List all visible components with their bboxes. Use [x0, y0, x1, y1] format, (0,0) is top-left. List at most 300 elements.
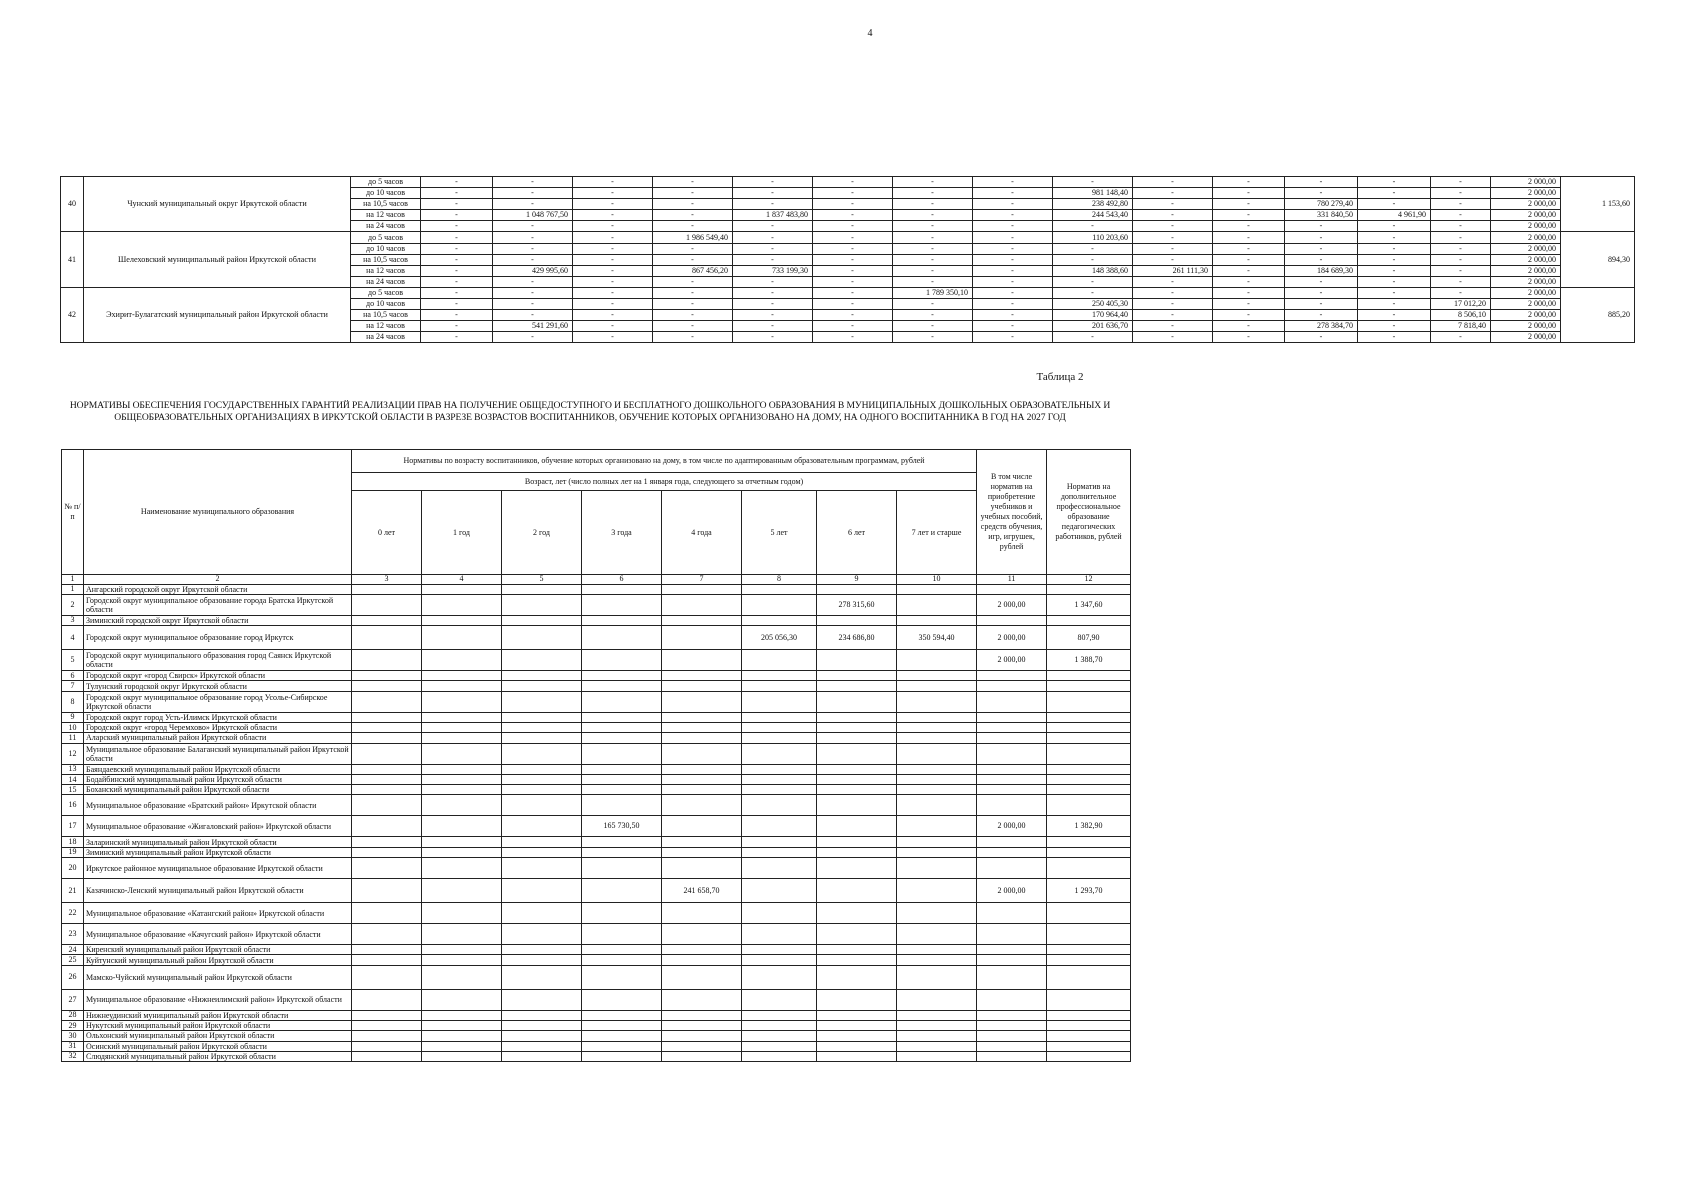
value-cell — [352, 722, 422, 732]
value-cell — [662, 816, 742, 837]
municipality-name: Городской округ муниципальное образование города Братска Иркутской области — [84, 594, 352, 615]
value-cell: - — [813, 265, 893, 276]
value-cell: - — [1133, 232, 1213, 243]
value-cell — [352, 924, 422, 945]
municipality-name: Баяндаевский муниципальный район Иркутской области — [84, 764, 352, 774]
value-cell — [352, 733, 422, 743]
value-cell: - — [1358, 332, 1431, 343]
value-cell — [817, 1020, 897, 1030]
value-cell: 2 000,00 — [1491, 199, 1561, 210]
period-cell: на 12 часов — [351, 210, 421, 221]
value-cell — [352, 785, 422, 795]
value-cell — [422, 615, 502, 625]
value-cell: - — [1285, 232, 1358, 243]
value-cell — [502, 785, 582, 795]
table-row — [62, 858, 1131, 879]
value-cell — [352, 774, 422, 784]
municipality-name: Чунский муниципальный округ Иркутской области — [84, 177, 351, 232]
value-cell — [582, 650, 662, 671]
value-cell: - — [973, 254, 1053, 265]
value-cell: - — [893, 210, 973, 221]
value-cell — [502, 1031, 582, 1041]
value-cell — [1047, 945, 1131, 955]
value-cell — [977, 671, 1047, 681]
table-row — [61, 232, 1695, 243]
value-cell: - — [973, 232, 1053, 243]
municipality-name: Осинский муниципальный район Иркутской области — [84, 1041, 352, 1051]
value-cell: - — [1358, 221, 1431, 232]
value-cell — [1047, 1041, 1131, 1051]
value-cell: - — [1285, 254, 1358, 265]
period-cell: до 5 часов — [351, 232, 421, 243]
value-cell: - — [653, 321, 733, 332]
value-cell — [502, 626, 582, 650]
row-number: 18 — [62, 837, 84, 847]
value-cell: - — [813, 232, 893, 243]
column-number: 3 — [352, 575, 422, 585]
value-cell — [582, 722, 662, 732]
value-cell — [582, 774, 662, 784]
value-cell — [582, 712, 662, 722]
value-cell — [422, 1031, 502, 1041]
column-number: 1 — [62, 575, 84, 585]
municipality-name: Казачинско-Ленский муниципальный район Иркутской области — [84, 879, 352, 903]
value-cell — [662, 1041, 742, 1051]
value-cell: 2 000,00 — [1491, 254, 1561, 265]
value-cell — [422, 1010, 502, 1020]
column-number: 9 — [817, 575, 897, 585]
value-cell: - — [973, 321, 1053, 332]
value-cell: - — [813, 332, 893, 343]
value-cell — [1047, 989, 1131, 1010]
value-cell: - — [573, 210, 653, 221]
value-cell: - — [653, 243, 733, 254]
value-cell: - — [813, 177, 893, 188]
value-cell: - — [1358, 232, 1431, 243]
table-row — [62, 722, 1131, 732]
value-cell — [502, 615, 582, 625]
column-number: 6 — [582, 575, 662, 585]
value-cell — [422, 594, 502, 615]
value-cell: 2 000,00 — [977, 650, 1047, 671]
value-cell: - — [733, 232, 813, 243]
table-row — [62, 1031, 1131, 1041]
value-cell — [1047, 615, 1131, 625]
value-cell: - — [1213, 310, 1285, 321]
value-cell — [662, 626, 742, 650]
column-number: 11 — [977, 575, 1047, 585]
table-row — [62, 1051, 1131, 1061]
value-cell: - — [653, 221, 733, 232]
value-cell: - — [1213, 254, 1285, 265]
value-cell — [352, 712, 422, 722]
value-cell — [817, 945, 897, 955]
value-cell: 1 986 549,40 — [653, 232, 733, 243]
value-cell — [582, 764, 662, 774]
value-cell — [422, 671, 502, 681]
period-cell: на 12 часов — [351, 265, 421, 276]
value-cell — [977, 858, 1047, 879]
value-cell — [742, 795, 817, 816]
municipality-name: Куйтунский муниципальный район Иркутской области — [84, 955, 352, 965]
value-cell: - — [1285, 287, 1358, 298]
period-cell: на 24 часов — [351, 332, 421, 343]
value-cell — [1047, 733, 1131, 743]
column-number: 5 — [502, 575, 582, 585]
value-cell: - — [653, 299, 733, 310]
value-cell: - — [1431, 188, 1491, 199]
value-cell — [502, 955, 582, 965]
value-cell — [502, 691, 582, 712]
value-cell — [662, 733, 742, 743]
municipality-name: Ольхонский муниципальный район Иркутской области — [84, 1031, 352, 1041]
value-cell — [897, 584, 977, 594]
value-cell — [352, 847, 422, 857]
age-header: 7 лет и старше — [897, 491, 977, 575]
row-number: 4 — [62, 626, 84, 650]
value-cell — [817, 584, 897, 594]
value-cell: 234 686,80 — [817, 626, 897, 650]
header-extra: Норматив на дополнительное профессиональное образование педагогических работников, рублей — [1047, 450, 1131, 575]
value-cell: - — [733, 243, 813, 254]
value-cell — [502, 879, 582, 903]
value-cell: - — [493, 243, 573, 254]
value-cell — [977, 785, 1047, 795]
table-row — [62, 650, 1131, 671]
value-cell — [817, 650, 897, 671]
value-cell — [582, 795, 662, 816]
row-number: 6 — [62, 671, 84, 681]
value-cell — [582, 1031, 662, 1041]
value-cell — [422, 681, 502, 691]
value-cell — [817, 1031, 897, 1041]
value-cell: - — [421, 221, 493, 232]
value-cell — [352, 795, 422, 816]
value-cell: - — [1285, 177, 1358, 188]
value-cell: - — [1431, 210, 1491, 221]
value-cell — [422, 626, 502, 650]
value-cell: - — [421, 188, 493, 199]
value-cell — [977, 743, 1047, 764]
value-cell: - — [1133, 332, 1213, 343]
value-cell: - — [733, 321, 813, 332]
value-cell: - — [1213, 276, 1285, 287]
row-number: 12 — [62, 743, 84, 764]
value-cell: - — [1358, 188, 1431, 199]
row-number: 14 — [62, 774, 84, 784]
value-cell: - — [1213, 210, 1285, 221]
value-cell — [422, 691, 502, 712]
value-cell — [582, 945, 662, 955]
value-cell: 278 315,60 — [817, 594, 897, 615]
value-cell — [897, 837, 977, 847]
value-cell: - — [573, 254, 653, 265]
value-cell — [422, 879, 502, 903]
period-cell: на 10,5 часов — [351, 199, 421, 210]
value-cell: 541 291,60 — [493, 321, 573, 332]
value-cell — [582, 1051, 662, 1061]
value-cell — [977, 1020, 1047, 1030]
value-cell: - — [893, 265, 973, 276]
value-cell — [352, 989, 422, 1010]
value-cell — [352, 1051, 422, 1061]
value-cell — [742, 681, 817, 691]
value-cell: - — [1431, 221, 1491, 232]
value-cell — [977, 847, 1047, 857]
value-cell: - — [733, 287, 813, 298]
value-cell: 1 293,70 — [1047, 879, 1131, 903]
value-cell — [897, 615, 977, 625]
value-cell — [662, 1020, 742, 1030]
value-cell — [352, 903, 422, 924]
value-cell — [1047, 691, 1131, 712]
value-cell: - — [493, 199, 573, 210]
value-cell — [1047, 671, 1131, 681]
value-cell — [897, 712, 977, 722]
value-cell — [502, 858, 582, 879]
value-cell: 241 658,70 — [662, 879, 742, 903]
value-cell — [977, 989, 1047, 1010]
value-cell — [742, 847, 817, 857]
value-cell — [352, 945, 422, 955]
value-cell — [502, 743, 582, 764]
value-cell: - — [1285, 276, 1358, 287]
value-cell — [662, 847, 742, 857]
municipality-name: Нукутский муниципальный район Иркутской области — [84, 1020, 352, 1030]
value-cell — [977, 955, 1047, 965]
value-cell: - — [493, 221, 573, 232]
municipality-name: Городской округ «город Свирск» Иркутской области — [84, 671, 352, 681]
value-cell — [582, 671, 662, 681]
value-cell — [352, 743, 422, 764]
value-cell: - — [973, 265, 1053, 276]
table-row — [62, 924, 1131, 945]
value-cell — [742, 955, 817, 965]
row-number: 8 — [62, 691, 84, 712]
value-cell: - — [1133, 276, 1213, 287]
period-cell: на 24 часов — [351, 221, 421, 232]
value-cell — [502, 584, 582, 594]
municipality-name: Муниципальное образование Балаганский муниципальный район Иркутской области — [84, 743, 352, 764]
value-cell — [662, 903, 742, 924]
value-cell — [1047, 1051, 1131, 1061]
value-cell: 981 148,40 — [1053, 188, 1133, 199]
value-cell — [352, 764, 422, 774]
value-cell — [897, 989, 977, 1010]
value-cell — [352, 858, 422, 879]
value-cell: - — [1285, 332, 1358, 343]
value-cell — [422, 955, 502, 965]
value-cell: - — [1053, 332, 1133, 343]
value-cell: - — [573, 232, 653, 243]
value-cell: - — [1213, 321, 1285, 332]
value-cell — [1047, 965, 1131, 989]
value-cell — [977, 903, 1047, 924]
period-cell: на 10,5 часов — [351, 310, 421, 321]
municipality-name: Боханский муниципальный район Иркутской области — [84, 785, 352, 795]
value-cell — [742, 879, 817, 903]
group-number: 42 — [61, 287, 84, 342]
table-row — [62, 903, 1131, 924]
value-cell — [977, 1031, 1047, 1041]
value-cell — [582, 858, 662, 879]
table-row — [62, 691, 1131, 712]
value-cell: - — [493, 332, 573, 343]
value-cell — [817, 691, 897, 712]
value-cell — [817, 712, 897, 722]
value-cell — [817, 965, 897, 989]
value-cell: - — [733, 332, 813, 343]
value-cell — [742, 903, 817, 924]
value-cell — [502, 681, 582, 691]
municipality-name: Ангарский городской округ Иркутской области — [84, 584, 352, 594]
value-cell — [742, 594, 817, 615]
municipality-name: Зиминский муниципальный район Иркутской области — [84, 847, 352, 857]
value-cell — [662, 945, 742, 955]
row-number: 3 — [62, 615, 84, 625]
value-cell: - — [1358, 321, 1431, 332]
municipality-name: Муниципальное образование «Качугский район» Иркутской области — [84, 924, 352, 945]
age-header: 6 лет — [817, 491, 897, 575]
value-cell — [582, 903, 662, 924]
value-cell — [352, 955, 422, 965]
value-cell: 2 000,00 — [1491, 299, 1561, 310]
value-cell: - — [813, 221, 893, 232]
table-row — [62, 1041, 1131, 1051]
value-cell: - — [493, 310, 573, 321]
value-cell: - — [653, 287, 733, 298]
value-cell — [817, 858, 897, 879]
value-cell: - — [733, 276, 813, 287]
value-cell: - — [1431, 199, 1491, 210]
value-cell — [897, 1051, 977, 1061]
value-cell: - — [421, 210, 493, 221]
value-cell — [662, 615, 742, 625]
value-cell — [502, 903, 582, 924]
value-cell — [977, 722, 1047, 732]
header-age: Возраст, лет (число полных лет на 1 января года, следующего за отчетным годом) — [352, 473, 977, 491]
value-cell: - — [813, 243, 893, 254]
value-cell — [422, 1041, 502, 1051]
value-cell: - — [813, 199, 893, 210]
table-row — [62, 615, 1131, 625]
row-number: 17 — [62, 816, 84, 837]
value-cell: - — [973, 188, 1053, 199]
value-cell: - — [1133, 310, 1213, 321]
value-cell — [582, 743, 662, 764]
value-cell — [742, 945, 817, 955]
value-cell — [502, 1010, 582, 1020]
value-cell: - — [1285, 299, 1358, 310]
value-cell — [502, 965, 582, 989]
value-cell: 261 111,30 — [1133, 265, 1213, 276]
municipality-name: Городской округ город Усть-Илимск Иркутской области — [84, 712, 352, 722]
value-cell: - — [573, 265, 653, 276]
value-cell — [897, 795, 977, 816]
value-cell: - — [493, 254, 573, 265]
column-number: 8 — [742, 575, 817, 585]
value-cell — [662, 743, 742, 764]
value-cell — [352, 1031, 422, 1041]
table-row — [62, 594, 1131, 615]
value-cell: 201 636,70 — [1053, 321, 1133, 332]
value-cell — [352, 626, 422, 650]
row-number: 30 — [62, 1031, 84, 1041]
value-cell — [582, 691, 662, 712]
row-number: 15 — [62, 785, 84, 795]
value-cell — [422, 1051, 502, 1061]
header-norms: Нормативы по возрасту воспитанников, обучение которых организовано на дому, в том числе по адаптированным образовательным программам, рублей — [352, 450, 977, 473]
municipality-name: Бодайбинский муниципальный район Иркутской области — [84, 774, 352, 784]
value-cell: 780 279,40 — [1285, 199, 1358, 210]
value-cell: - — [1133, 221, 1213, 232]
column-number: 12 — [1047, 575, 1131, 585]
value-cell: - — [1133, 210, 1213, 221]
value-cell: - — [1053, 177, 1133, 188]
value-cell — [422, 858, 502, 879]
value-cell: - — [493, 299, 573, 310]
value-cell: - — [1358, 287, 1431, 298]
value-cell: - — [1358, 243, 1431, 254]
value-cell — [422, 722, 502, 732]
value-cell — [352, 594, 422, 615]
table-row — [62, 1020, 1131, 1030]
value-cell: 17 012,20 — [1431, 299, 1491, 310]
table-row — [62, 879, 1131, 903]
value-cell — [897, 785, 977, 795]
municipality-name: Шелеховский муниципальный район Иркутской области — [84, 232, 351, 287]
value-cell — [977, 733, 1047, 743]
table-row — [61, 177, 1695, 188]
value-cell — [662, 671, 742, 681]
value-cell: 2 000,00 — [977, 816, 1047, 837]
value-cell — [352, 879, 422, 903]
value-cell — [502, 989, 582, 1010]
value-cell: - — [1285, 188, 1358, 199]
value-cell — [1047, 837, 1131, 847]
table-row — [62, 989, 1131, 1010]
value-cell: - — [1431, 287, 1491, 298]
value-cell — [742, 785, 817, 795]
value-cell — [977, 584, 1047, 594]
value-cell — [662, 965, 742, 989]
value-cell: - — [1133, 188, 1213, 199]
value-cell: 867 456,20 — [653, 265, 733, 276]
value-cell — [662, 584, 742, 594]
value-cell — [742, 615, 817, 625]
value-cell: - — [653, 276, 733, 287]
value-cell: 429 995,60 — [493, 265, 573, 276]
value-cell — [422, 785, 502, 795]
value-cell — [977, 924, 1047, 945]
municipality-name: Муниципальное образование «Нижнеилимский район» Иркутской области — [84, 989, 352, 1010]
value-cell — [1047, 743, 1131, 764]
value-cell — [897, 858, 977, 879]
value-cell — [897, 764, 977, 774]
municipality-name: Муниципальное образование «Катангский район» Иркутской области — [84, 903, 352, 924]
value-cell: 8 506,10 — [1431, 310, 1491, 321]
value-cell — [582, 681, 662, 691]
value-cell — [742, 858, 817, 879]
value-cell — [897, 1031, 977, 1041]
value-cell — [817, 785, 897, 795]
value-cell — [422, 795, 502, 816]
value-cell — [897, 774, 977, 784]
value-cell: - — [1358, 177, 1431, 188]
value-cell — [502, 774, 582, 784]
value-cell — [1047, 858, 1131, 879]
value-cell — [977, 1041, 1047, 1051]
